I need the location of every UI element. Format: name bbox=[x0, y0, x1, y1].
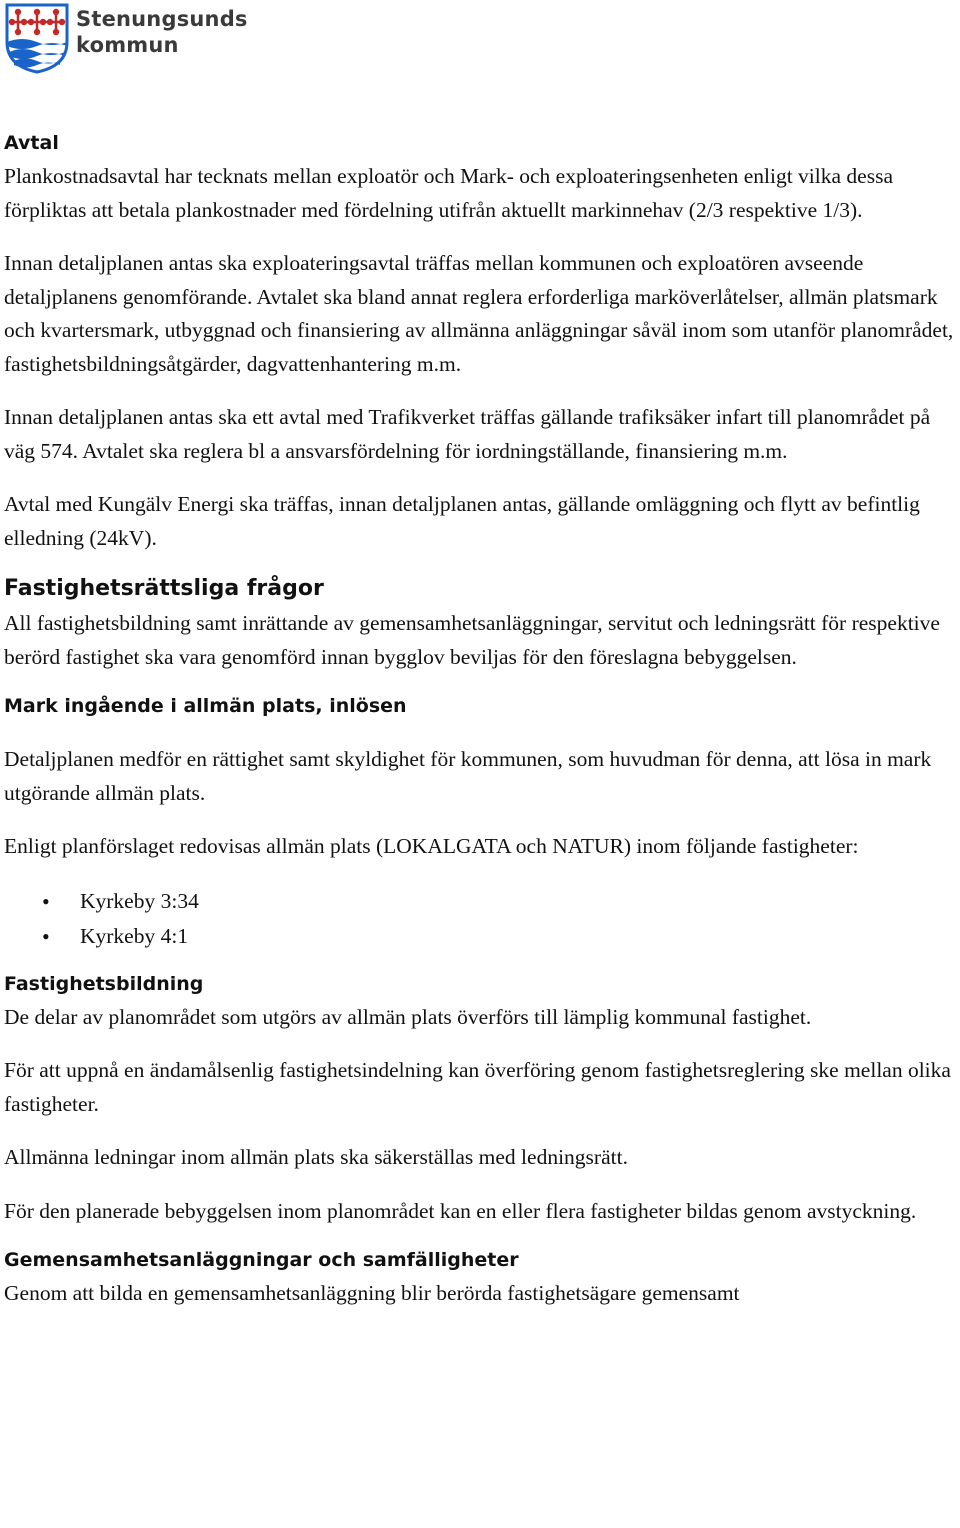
paragraph-fastighetsreglering: För att uppnå en ändamålsenlig fastighetsindelning kan överföring genom fastighetsreglering ske mellan olika fastigheter. bbox=[4, 1058, 951, 1116]
paragraph-rattighet-skyldighet: Detaljplanen medför en rättighet samt skyldighet för kommunen, som huvudman för denna, att lösa in mark utgörande allmän plats. bbox=[4, 747, 932, 805]
heading-fastighetsrattsliga: Fastighetsrättsliga frågor bbox=[4, 576, 324, 601]
heading-gemensamhet: Gemensamhetsanläggningar och samfälligheter bbox=[4, 1249, 519, 1271]
property-list bbox=[4, 884, 956, 954]
paragraph-overfors: De delar av planområdet som utgörs av allmän plats överförs till lämplig kommunal fastighet. bbox=[4, 1004, 812, 1029]
paragraph-exploateringsavtal: Innan detaljplanen antas ska exploateringsavtal träffas mellan kommunen och exploatören avseende detaljplanens genomförande. Avtalet ska bland annat reglera erforderliga marköverlåtelser, allmän platsmark och kvartersmark, utbyggnad och finansiering av allmänna anläggningar såväl inom som utanför planområdet, fastighetsbildningsåtgärder, dagvattenhantering m.m. bbox=[4, 251, 954, 376]
heading-mark-allman-plats: Mark ingående i allmän plats, inlösen bbox=[4, 695, 407, 717]
logo-line-1: Stenungsunds bbox=[76, 7, 248, 31]
municipality-logo bbox=[4, 2, 254, 74]
paragraph-kungalv-energi: Avtal med Kungälv Energi ska träffas, innan detaljplanen antas, gällande omläggning och flytt av befintlig elledning (24kV). bbox=[4, 492, 920, 550]
coat-of-arms-icon bbox=[4, 2, 70, 74]
paragraph-plankostnadsavtal: Plankostnadsavtal har tecknats mellan exploatör och Mark- och exploateringsenheten enligt vilka dessa förpliktas att betala plankostnader med fördelning utifrån aktuellt markinnehav (2/3 respektive 1/3). bbox=[4, 164, 893, 222]
heading-avtal: Avtal bbox=[4, 132, 59, 154]
paragraph-fastighetsbildning-samt: All fastighetsbildning samt inrättande av gemensamhetsanläggningar, servitut och ledningsrätt för respektive berörd fastighet ska vara genomförd innan bygglov beviljas för den föreslagna bebyggelsen. bbox=[4, 611, 940, 669]
document-body bbox=[4, 127, 956, 1311]
paragraph-ledningsratt: Allmänna ledningar inom allmän plats ska säkerställas med ledningsrätt. bbox=[4, 1145, 628, 1169]
heading-fastighetsbildning: Fastighetsbildning bbox=[4, 972, 204, 995]
list-item: • Kyrkeby 4:1 bbox=[4, 919, 956, 954]
logo-wordmark bbox=[76, 6, 248, 58]
paragraph-planforslaget: Enligt planförslaget redovisas allmän plats (LOKALGATA och NATUR) inom följande fastigheter: bbox=[4, 834, 859, 858]
logo-line-2: kommun bbox=[76, 33, 179, 57]
list-item: • Kyrkeby 3:34 bbox=[4, 884, 956, 919]
paragraph-trafikverket: Innan detaljplanen antas ska ett avtal med Trafikverket träffas gällande trafiksäker infart till planområdet på väg 574. Avtalet ska reglera bl a ansvarsfördelning för iordningställande, finansiering m.m. bbox=[4, 405, 931, 463]
paragraph-avstyckning: För den planerade bebyggelsen inom planområdet kan en eller flera fastigheter bildas genom avstyckning. bbox=[4, 1198, 917, 1223]
paragraph-gemensamhetsanlaggning: Genom att bilda en gemensamhetsanläggning blir berörda fastighetsägare gemensamt bbox=[4, 1281, 740, 1305]
